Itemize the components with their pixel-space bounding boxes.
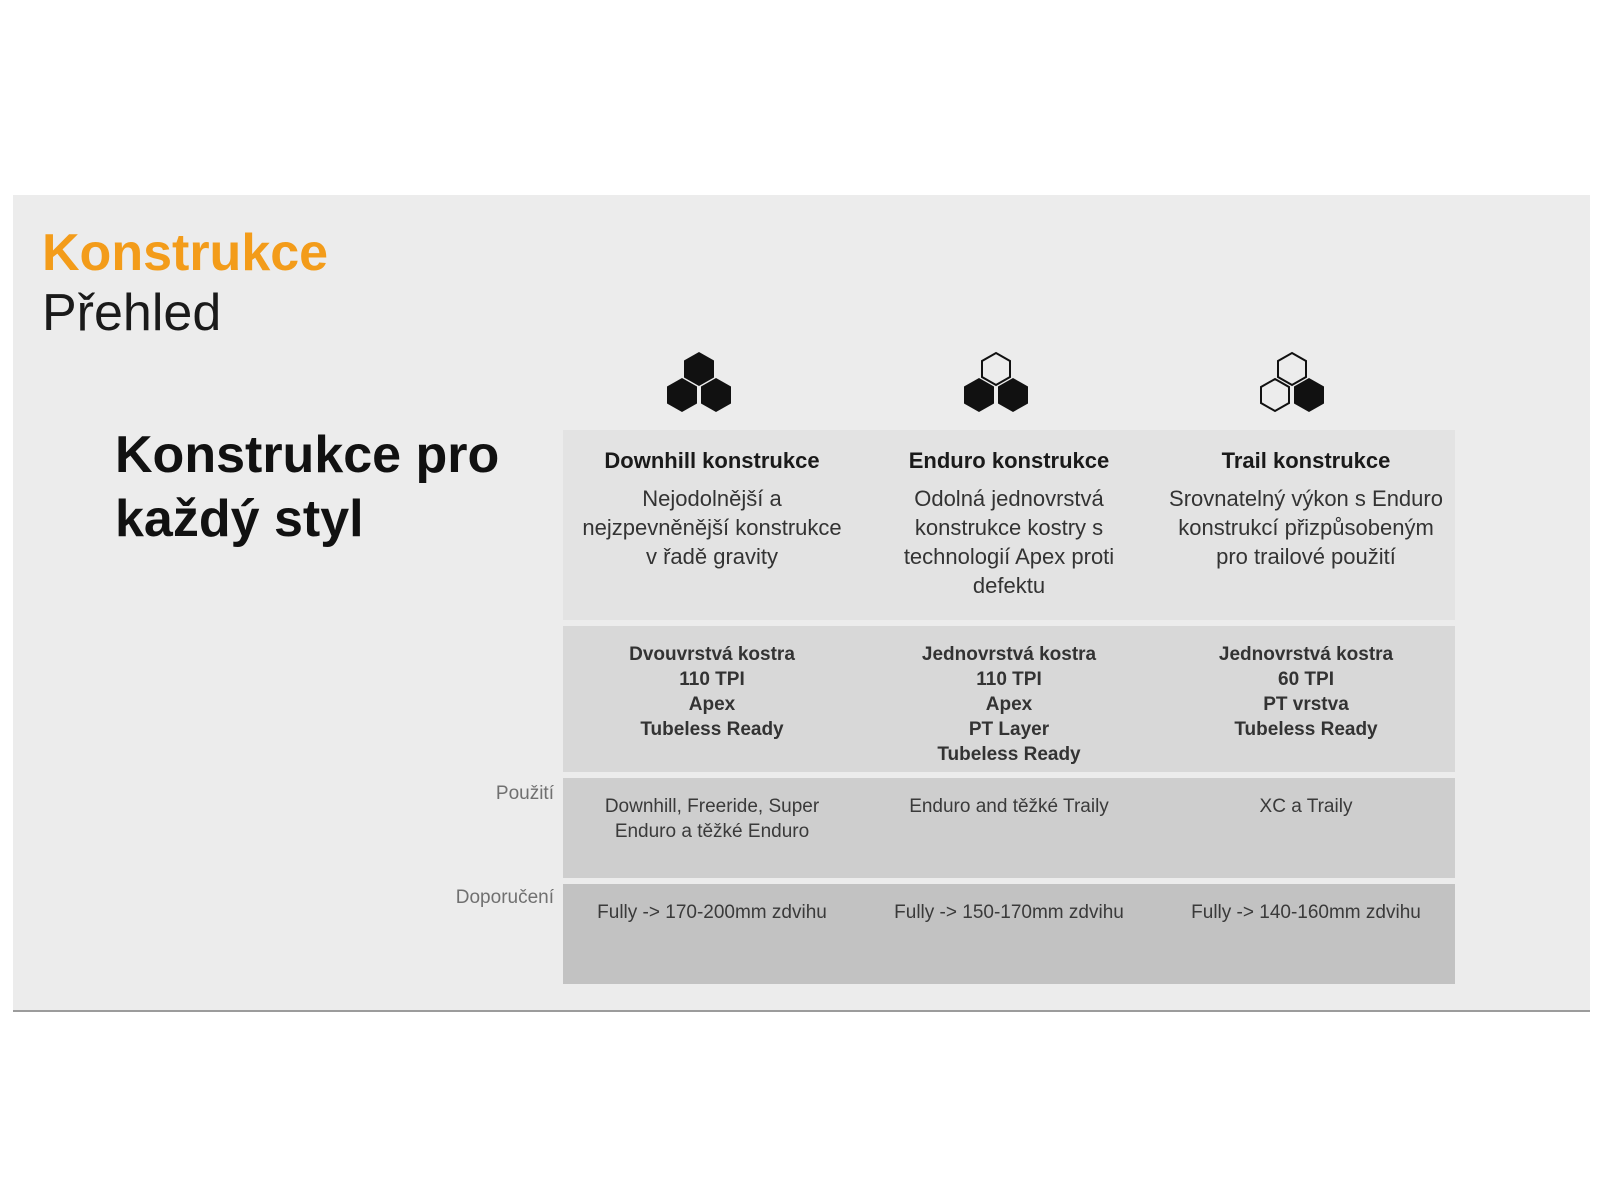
use-text: XC a Traily bbox=[1259, 796, 1353, 817]
description-cell bbox=[1157, 430, 1455, 620]
spec-item: 60 TPI bbox=[1278, 669, 1334, 690]
spec-item: Tubeless Ready bbox=[640, 719, 784, 740]
hexagon-cluster-one-filled-icon bbox=[1257, 350, 1327, 414]
headline: Konstrukce pro každý styl bbox=[115, 426, 500, 548]
spec-item: PT Layer bbox=[968, 719, 1050, 740]
slide-subtitle: Přehled bbox=[42, 284, 222, 342]
specs-cell bbox=[563, 626, 861, 772]
spec-item: Tubeless Ready bbox=[937, 744, 1081, 765]
spec-item: PT vrstva bbox=[1263, 694, 1349, 715]
column-description: Odolná jednovrstvá konstrukce kostry s technologií Apex proti defektu bbox=[903, 486, 1115, 598]
description-cell bbox=[860, 430, 1158, 620]
column-description: Nejodolnější a nejzpevněnější konstrukce v řadě gravity bbox=[582, 486, 842, 569]
spec-item: Dvouvrstvá kostra bbox=[629, 644, 795, 665]
use-text: Enduro and těžké Traily bbox=[909, 796, 1109, 817]
use-cell bbox=[563, 778, 861, 878]
spec-item: Jednovrstvá kostra bbox=[1218, 644, 1394, 665]
specs-cell bbox=[1157, 626, 1455, 772]
use-text: Downhill, Freeride, Super Enduro a těžké Enduro bbox=[604, 796, 820, 842]
spec-item: Tubeless Ready bbox=[1234, 719, 1378, 740]
row-label-use: Použití bbox=[495, 783, 554, 804]
column-title: Enduro konstrukce bbox=[908, 448, 1110, 473]
column-title: Trail konstrukce bbox=[1221, 448, 1391, 473]
use-cell bbox=[1157, 778, 1455, 878]
recommendation-text: Fully -> 140-160mm zdvihu bbox=[1191, 902, 1421, 923]
spec-item: Apex bbox=[985, 694, 1033, 715]
spec-item: 110 TPI bbox=[679, 669, 745, 690]
recommendation-cell bbox=[1157, 884, 1455, 984]
recommendation-cell bbox=[860, 884, 1158, 984]
row-label-recommendation: Doporučení bbox=[455, 887, 554, 908]
hexagon-cluster-filled-icon bbox=[664, 350, 734, 414]
spec-item: 110 TPI bbox=[976, 669, 1042, 690]
column-description: Srovnatelný výkon s Enduro konstrukcí přizpůsobeným pro trailové použití bbox=[1169, 486, 1443, 569]
recommendation-cell bbox=[563, 884, 861, 984]
description-cell bbox=[563, 430, 861, 620]
spec-item: Apex bbox=[688, 694, 736, 715]
slide bbox=[13, 195, 1590, 1012]
slide-title: Konstrukce bbox=[42, 224, 329, 282]
use-cell bbox=[860, 778, 1158, 878]
column-title: Downhill konstrukce bbox=[604, 448, 820, 473]
recommendation-text: Fully -> 170-200mm zdvihu bbox=[597, 902, 827, 923]
specs-cell bbox=[860, 626, 1158, 772]
spec-item: Jednovrstvá kostra bbox=[921, 644, 1097, 665]
recommendation-text: Fully -> 150-170mm zdvihu bbox=[894, 902, 1124, 923]
hexagon-cluster-top-outline-icon bbox=[961, 350, 1031, 414]
